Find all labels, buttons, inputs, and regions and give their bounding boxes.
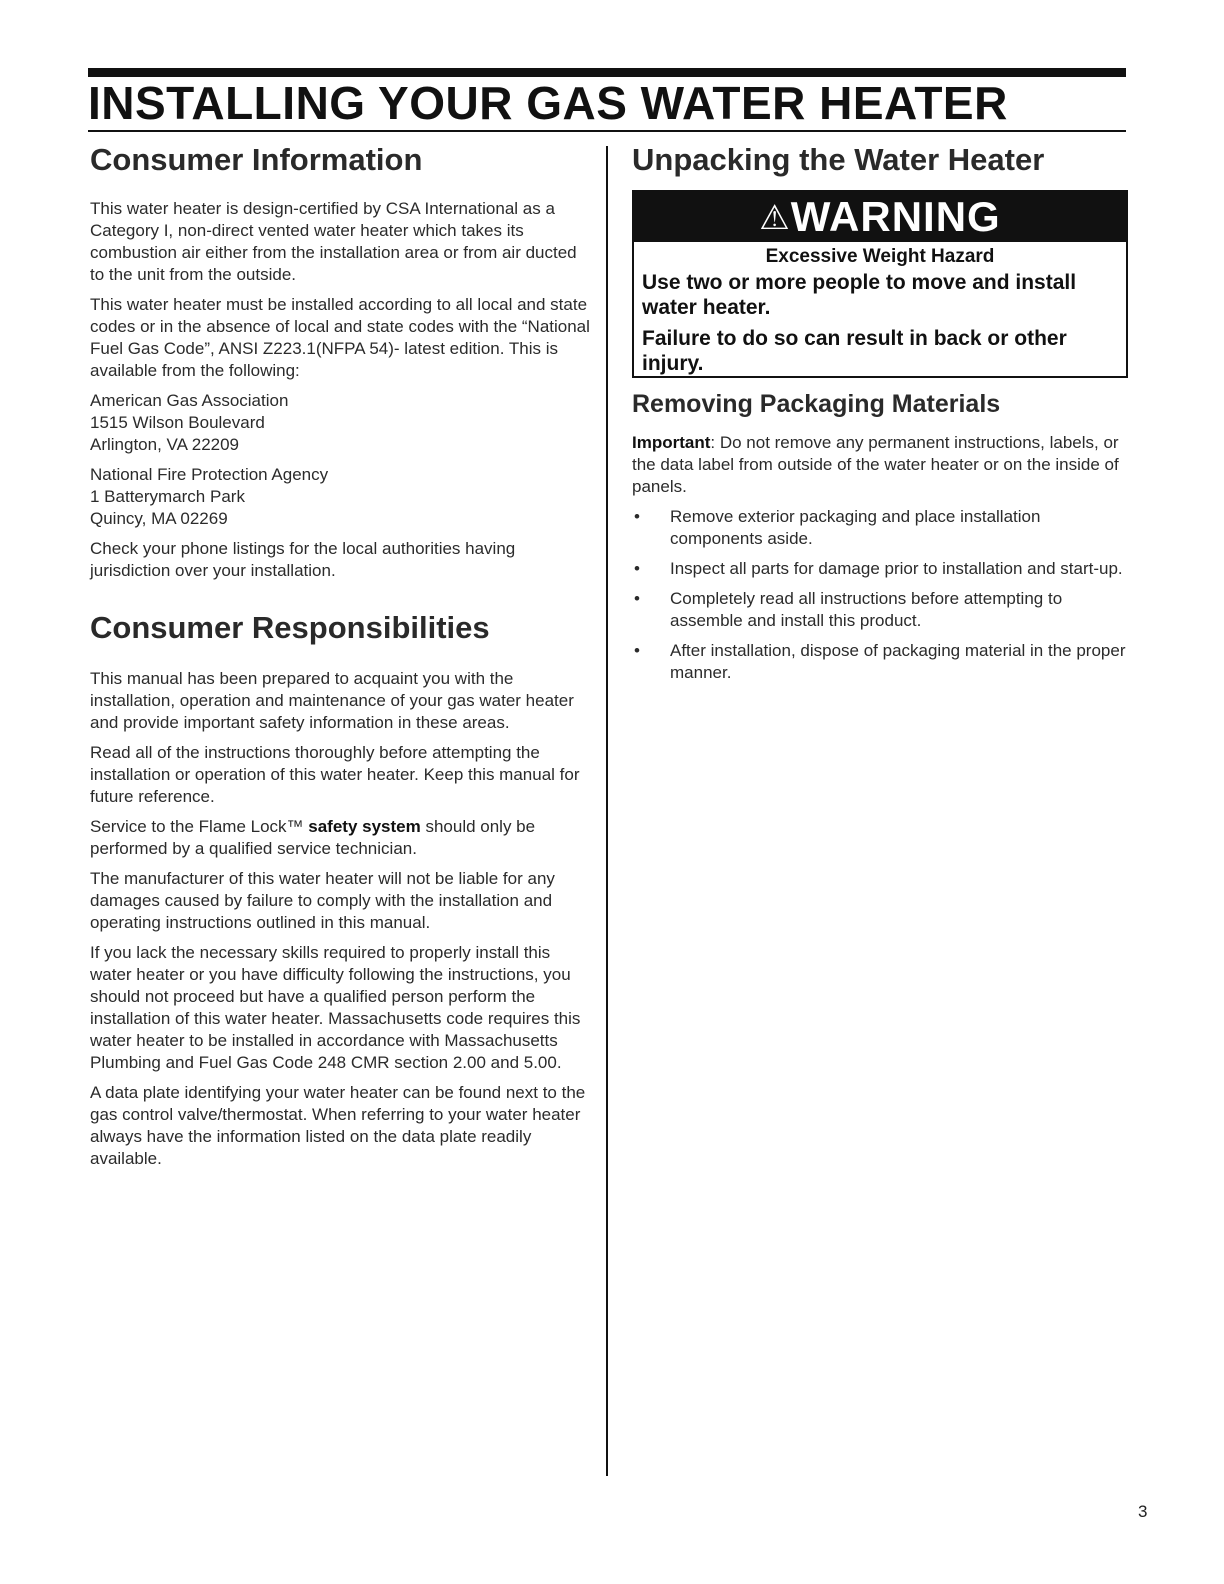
- text-fragment: should only be performed by a qualified service technician.: [90, 817, 536, 858]
- warning-line-2: Failure to do so can result in back or other injury.: [642, 327, 1067, 375]
- consumer-info-closing: Check your phone listings for the local authorities having jurisdiction over your installation.: [90, 539, 516, 580]
- address-line: Arlington, VA 22209: [90, 435, 240, 454]
- responsibilities-paragraph-4: The manufacturer of this water heater will not be liable for any damages caused by failure to comply with the installation and operating instructions outlined in this manual.: [90, 869, 555, 932]
- address-line: National Fire Protection Agency: [90, 465, 329, 484]
- left-column: [90, 136, 590, 1178]
- warning-subtitle: Excessive Weight Hazard: [765, 246, 995, 267]
- responsibilities-paragraph-1: This manual has been prepared to acquaint you with the installation, operation and maintenance of your gas water heater and provide important safety information in these areas.: [90, 669, 574, 732]
- text-fragment: Service to the Flame Lock™: [90, 817, 309, 836]
- bullet-icon: •: [634, 559, 640, 578]
- address-aga: [90, 390, 590, 456]
- safety-system-emphasis: safety system: [308, 817, 421, 836]
- important-text: : Do not remove any permanent instructions, labels, or the data label from outside of the water heater or on the inside of panels.: [632, 433, 1119, 496]
- consumer-info-paragraph-1: This water heater is design-certified by CSA International as a Category I, non-direct vented water heater which takes its combustion air either from the installation area or from air ducted to the unit from the outside.: [90, 199, 577, 284]
- list-item: [632, 640, 1128, 684]
- removing-packaging-heading: Removing Packaging Materials: [632, 390, 1001, 418]
- address-line: 1515 Wilson Boulevard: [90, 413, 265, 432]
- list-item: [632, 588, 1128, 632]
- warning-title: WARNING: [790, 193, 1001, 240]
- address-line: 1 Batterymarch Park: [90, 487, 245, 506]
- important-note: [632, 432, 1128, 498]
- warning-line-1: Use two or more people to move and install water heater.: [642, 271, 1077, 319]
- address-line: Quincy, MA 02269: [90, 509, 228, 528]
- list-item-text: After installation, dispose of packaging material in the proper manner.: [670, 641, 1126, 682]
- warning-box: [632, 190, 1128, 378]
- list-item: [632, 506, 1128, 550]
- page-title: INSTALLING YOUR GAS WATER HEATER: [88, 76, 1126, 132]
- warning-banner: [634, 192, 1126, 242]
- responsibilities-paragraph-3: [90, 816, 590, 860]
- bullet-icon: •: [634, 641, 640, 660]
- address-line: American Gas Association: [90, 391, 289, 410]
- column-divider: [606, 146, 608, 1476]
- bullet-icon: •: [634, 589, 640, 608]
- unpacking-heading: Unpacking the Water Heater: [632, 142, 1045, 177]
- list-item: [632, 558, 1128, 580]
- list-item-text: Remove exterior packaging and place installation components aside.: [670, 507, 1041, 548]
- responsibilities-paragraph-6: A data plate identifying your water heater can be found next to the gas control valve/thermostat. When referring to your water heater always have the information listed on the data plate readily available.: [90, 1083, 586, 1168]
- consumer-responsibilities-heading: Consumer Responsibilities: [90, 610, 490, 645]
- list-item-text: Completely read all instructions before attempting to assemble and install this product.: [670, 589, 1063, 630]
- packaging-bullet-list: [632, 506, 1128, 684]
- list-item-text: Inspect all parts for damage prior to installation and start-up.: [670, 559, 1123, 578]
- warning-triangle-icon: ⚠: [759, 199, 791, 237]
- bullet-icon: •: [634, 507, 640, 526]
- responsibilities-paragraph-5: If you lack the necessary skills required to properly install this water heater or you have difficulty following the instructions, you should not proceed but have a qualified person perform the installation of this water heater. Massachusetts code requires this water heater to be installed in accordance with Massachusetts Plumbing and Fuel Gas Code 248 CMR section 2.00 and 5.00.: [90, 943, 581, 1072]
- consumer-info-paragraph-2: This water heater must be installed according to all local and state codes or in the absence of local and state codes with the “National Fuel Gas Code”, ANSI Z223.1(NFPA 54)- latest edition. This is available from the following:: [90, 295, 590, 380]
- page-number: 3: [1138, 1502, 1148, 1521]
- right-column: [632, 136, 1128, 692]
- consumer-information-heading: Consumer Information: [90, 142, 423, 177]
- important-label: Important: [632, 433, 711, 452]
- responsibilities-paragraph-2: Read all of the instructions thoroughly before attempting the installation or operation of this water heater. Keep this manual for future reference.: [90, 743, 580, 806]
- address-nfpa: [90, 464, 590, 530]
